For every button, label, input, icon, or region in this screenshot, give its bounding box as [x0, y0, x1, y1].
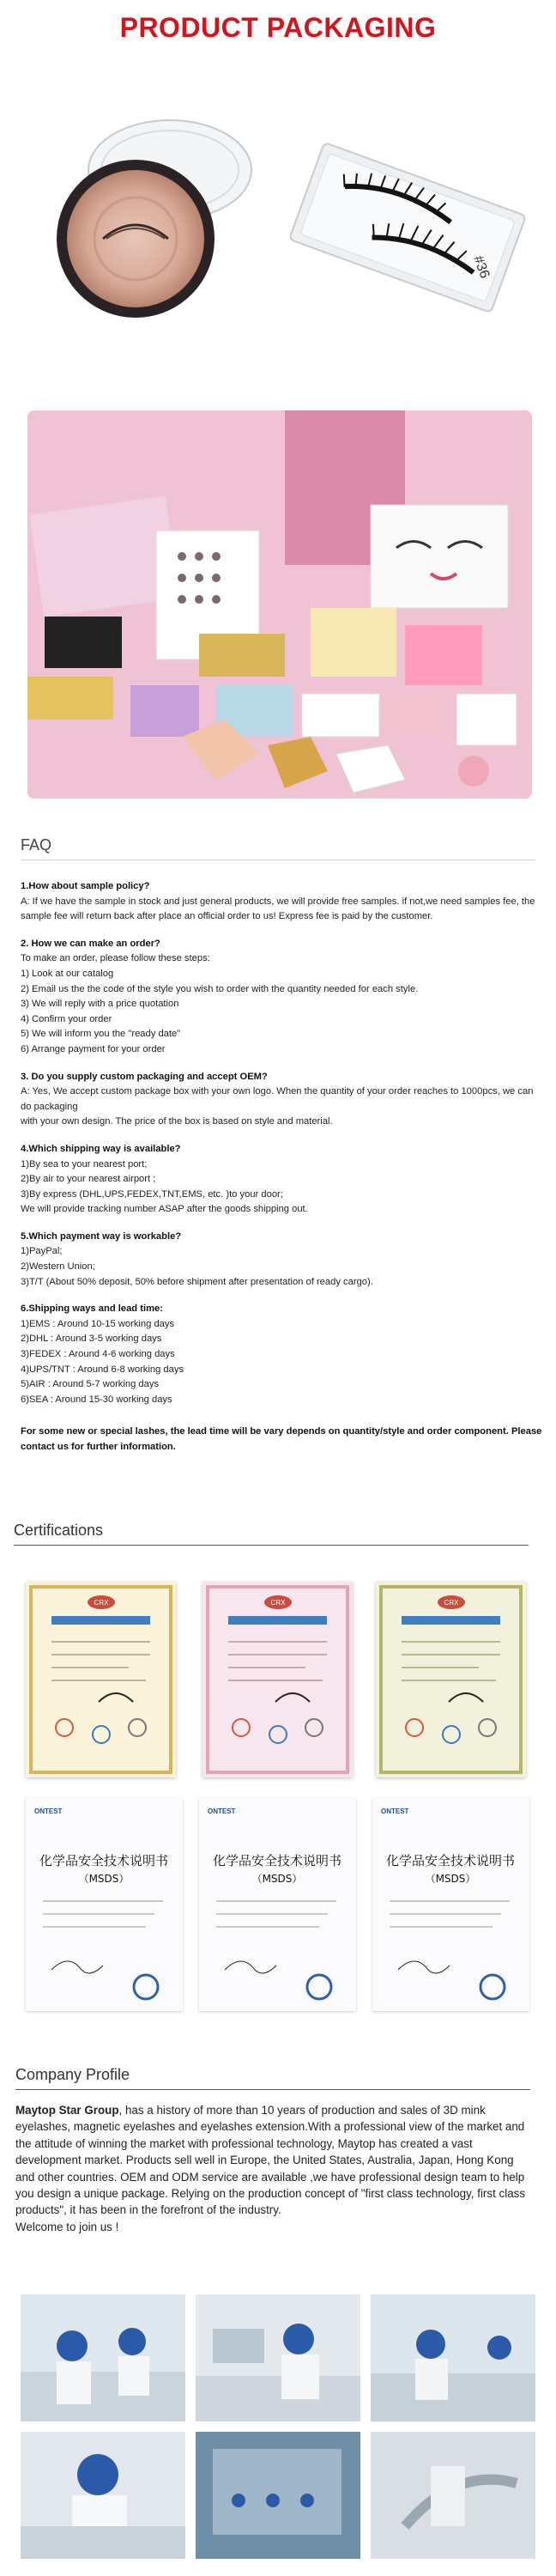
factory-photo	[371, 2294, 535, 2421]
msds-org-label: ONTEST	[381, 1807, 409, 1815]
faq-note: For some new or special lashes, the lead time will be vary depends on quantity/style and order component. Please contact us for further information.	[21, 1426, 542, 1452]
msds-title: 化学品安全技术说明书	[212, 1853, 342, 1868]
certificate-image	[376, 1582, 526, 1777]
faq-answer-line: 4) Confirm your order	[21, 1013, 112, 1024]
faq-spacer	[21, 1058, 542, 1070]
faq-spacer	[21, 1290, 542, 1302]
faq-answer-line: 1)PayPal;	[21, 1246, 63, 1257]
factory-photo	[21, 2432, 185, 2559]
faq-answer-line: 3) We will reply with a price quotation	[21, 999, 179, 1010]
factory-photo	[196, 2294, 360, 2421]
faq-answer-line: 2)Western Union;	[21, 1261, 95, 1273]
faq-answer-line: 5)AIR : Around 5-7 working days	[21, 1379, 160, 1390]
faq-answer-line: 2)DHL : Around 3-5 working days	[21, 1334, 162, 1345]
factory-photo	[21, 2294, 185, 2421]
faq-question: 5.Which payment way is workable?	[21, 1230, 182, 1242]
faq-answer-line: 3)T/T (About 50% deposit, 50% before shipment after presentation of ready cargo).	[21, 1276, 373, 1287]
faq-spacer	[21, 1130, 542, 1142]
msds-title: 化学品安全技术说明书	[39, 1853, 169, 1868]
company-profile-heading: Company Profile	[15, 2066, 530, 2090]
packaging-collage-image	[27, 410, 532, 799]
company-brand-name: Maytop Star Group	[15, 2104, 119, 2117]
faq-answer-line: A: Yes, We accept custom package box with your own logo. When the quantity of your order reaches to 1000pcs, we can do packaging	[21, 1086, 534, 1112]
msds-subtitle: （MSDS）	[425, 1873, 476, 1885]
faq-answer-line: 6) Arrange payment for your order	[21, 1043, 166, 1054]
faq-answer-line: 3)FEDEX : Around 4-6 working days	[21, 1349, 175, 1360]
msds-document-image	[199, 1798, 356, 2011]
faq-answer-line: with your own design. The price of the box is based on style and material.	[21, 1116, 333, 1127]
faq-answer-line: 4)UPS/TNT : Around 6-8 working days	[21, 1364, 184, 1375]
cert-badge-text: CRX	[444, 1599, 459, 1607]
faq-question: 2. How we can make an order?	[21, 938, 160, 949]
faq-question: 3. Do you supply custom packaging and accept OEM?	[21, 1071, 268, 1082]
msds-document-image	[26, 1798, 183, 2011]
faq-question: 4.Which shipping way is available?	[21, 1143, 181, 1154]
certifications-heading: Certifications	[14, 1522, 529, 1546]
box-label: #36	[470, 253, 493, 281]
faq-answer-line: 6)SEA : Around 15-30 working days	[21, 1394, 172, 1405]
faq-answer-line: 2) Email us the the code of the style you wish to order with the quantity needed for each style.	[21, 983, 419, 994]
faq-answer-line: 5) We will inform you the "ready date"	[21, 1029, 181, 1040]
faq-spacer	[21, 925, 542, 937]
msds-org-label: ONTEST	[34, 1807, 63, 1815]
faq-answer-line: We will provide tracking number ASAP after the goods shipping out.	[21, 1204, 308, 1215]
faq-question: 6.Shipping ways and lead time:	[21, 1303, 163, 1315]
faq-answer-line: To make an order, please follow these steps:	[21, 953, 210, 964]
faq-answer-line: 1)By sea to your nearest port;	[21, 1158, 148, 1170]
faq-spacer	[21, 1218, 542, 1230]
faq-answer-line: 3)By express (DHL,UPS,FEDEX,TNT,EMS, etc. )to your door;	[21, 1188, 283, 1200]
msds-subtitle: （MSDS）	[78, 1873, 130, 1885]
rectangle-lash-box-image	[283, 129, 532, 326]
company-profile-text	[15, 2102, 535, 2235]
faq-answer-line: 1) Look at our catalog	[21, 968, 114, 979]
certificate-image	[202, 1582, 353, 1777]
msds-title: 化学品安全技术说明书	[385, 1853, 516, 1868]
faq-answer-line: 1)EMS : Around 10-15 working days	[21, 1318, 175, 1329]
faq-content	[21, 879, 542, 1455]
msds-subtitle: （MSDS）	[251, 1873, 303, 1885]
certificate-image	[26, 1582, 176, 1777]
faq-answer-line: 2)By air to your nearest airport ;	[21, 1174, 156, 1185]
faq-question: 1.How about sample policy?	[21, 881, 150, 891]
company-description: , has a history of more than 10 years of production and sales of 3D mink eyelashes, magnetic eyelashes and eyelashes extension.With a professional view of the market and the attitude of winning the market with professional technology, Maytop has created a vast development market. Products sell well in Europe, the United States, Australia, Japan, Hong Kong and other countries. OEM and ODM service are available ,we have professional design team to help you design a unique package. Relying on the production concept of "first class technology, first class products", it has been in the forefront of the industry.	[15, 2104, 526, 2217]
cert-badge-text: CRX	[270, 1599, 286, 1607]
factory-photo	[196, 2432, 360, 2559]
faq-spacer	[21, 1407, 542, 1419]
round-lash-case-image	[50, 110, 264, 325]
company-welcome: Welcome to join us !	[15, 2220, 119, 2233]
factory-photo	[371, 2432, 535, 2559]
msds-org-label: ONTEST	[208, 1807, 236, 1815]
faq-answer-line: A: If we have the sample in stock and just general products, we will provide free samples. if not,we need samples fee, the sample fee will return back after place an official order to us! Express fee is paid by the customer.	[21, 896, 535, 922]
cert-badge-text: CRX	[94, 1599, 109, 1607]
page-title: PRODUCT PACKAGING	[119, 12, 437, 43]
msds-document-image	[372, 1798, 529, 2011]
faq-heading: FAQ	[21, 836, 535, 860]
